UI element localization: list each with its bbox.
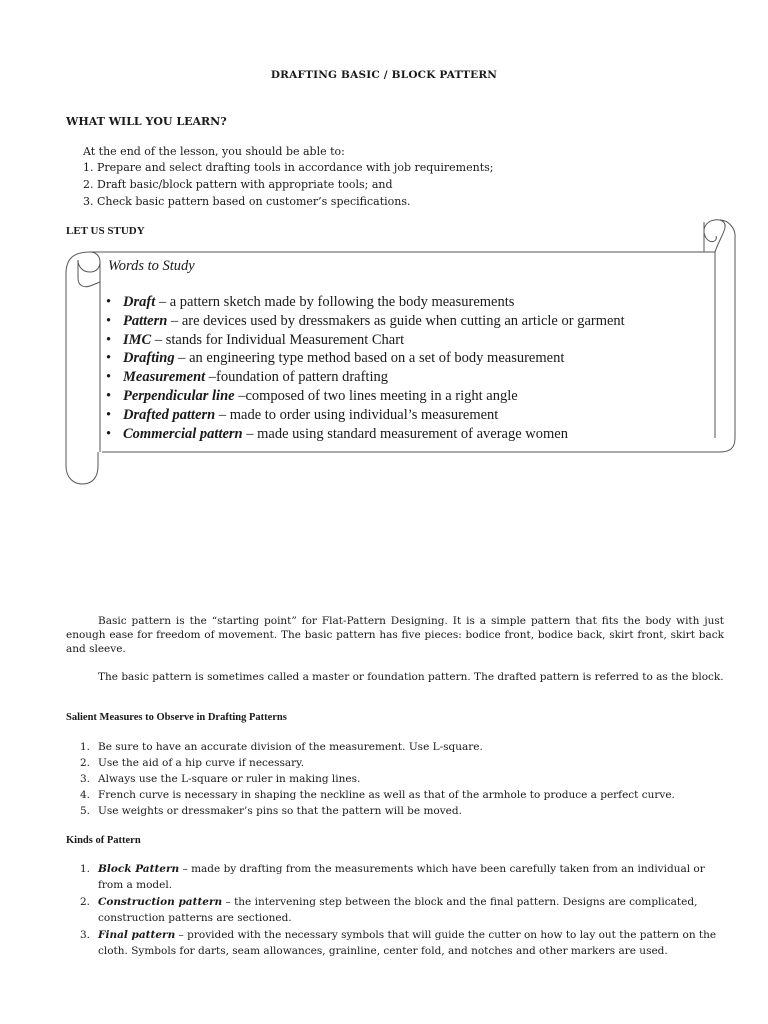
term-item: • Perpendicular line –composed of two lines meeting in a right angle bbox=[106, 387, 518, 404]
list-item: 3. Always use the L-square or ruler in making lines. bbox=[80, 773, 361, 785]
term-definition: an engineering type method based on a set of body measurement bbox=[189, 350, 565, 367]
salient-measures-list bbox=[80, 739, 675, 819]
term-label: Drafting bbox=[123, 350, 175, 367]
paragraph-basic-pattern: Basic pattern is the “starting point” for Flat-Pattern Designing. It is a simple pattern that fits the body with just enough ease for freedom of movement. The basic pattern has five pieces: bodice front, bodice back, skirt front, skirt back and sleeve. bbox=[66, 615, 724, 655]
term-definition: made using standard measurement of average women bbox=[257, 425, 568, 442]
term-label: Measurement bbox=[123, 369, 206, 386]
term-label: Perpendicular line bbox=[123, 387, 235, 404]
section-heading-salient: Salient Measures to Observe in Drafting Patterns bbox=[66, 712, 287, 723]
term-item: • Drafting – an engineering type method based on a set of body measurement bbox=[106, 350, 565, 367]
term-definition: foundation of pattern drafting bbox=[216, 369, 388, 386]
kinds-of-pattern-list bbox=[80, 862, 730, 961]
objective-item: 1. Prepare and select drafting tools in accordance with job requirements; bbox=[83, 161, 494, 174]
term-label: Commercial pattern bbox=[123, 425, 243, 442]
term-item: • Commercial pattern – made using standard measurement of average women bbox=[106, 425, 568, 442]
term-label: Pattern bbox=[123, 312, 168, 329]
list-item: 2. Use the aid of a hip curve if necessary. bbox=[80, 757, 305, 769]
section-heading-study: LET US STUDY bbox=[66, 225, 145, 237]
kind-term: Block Pattern bbox=[98, 863, 180, 875]
list-item: 1. Be sure to have an accurate division of the measurement. Use L-square. bbox=[80, 741, 483, 753]
list-item: 2. Construction pattern – the intervening step between the block and the final pattern. Designs are complicated, construction patterns are sectioned. bbox=[80, 896, 698, 924]
list-item: 1. Block Pattern – made by drafting from the measurements which have been carefully taken from an individual or from a model. bbox=[80, 863, 705, 891]
objective-item: 3. Check basic pattern based on customer’s specifications. bbox=[83, 195, 411, 208]
words-to-study-list bbox=[106, 293, 625, 443]
kind-term: Final pattern bbox=[98, 929, 176, 942]
term-item: • Draft – a pattern sketch made by following the body measurements bbox=[106, 294, 515, 310]
term-definition: made to order using individual’s measurement bbox=[229, 406, 499, 423]
learn-intro-text: At the end of the lesson, you should be able to: bbox=[83, 145, 345, 158]
term-item: • Drafted pattern – made to order using individual’s measurement bbox=[106, 406, 499, 423]
term-item: • Pattern – are devices used by dressmakers as guide when cutting an article or garment bbox=[106, 312, 625, 329]
term-label: Drafted pattern bbox=[123, 406, 216, 423]
term-label: Draft bbox=[123, 294, 156, 310]
document-title: DRAFTING BASIC / BLOCK PATTERN bbox=[270, 69, 498, 81]
term-definition: composed of two lines meeting in a right angle bbox=[245, 387, 518, 404]
list-item: 5. Use weights or dressmaker’s pins so that the pattern will be moved. bbox=[80, 805, 462, 817]
section-heading-kinds: Kinds of Pattern bbox=[66, 835, 141, 846]
term-definition: stands for Individual Measurement Chart bbox=[165, 331, 405, 348]
term-definition: are devices used by dressmakers as guide when cutting an article or garment bbox=[181, 312, 625, 329]
list-item: 4. French curve is necessary in shaping the neckline as well as that of the armhole to produce a perfect curve. bbox=[80, 789, 675, 801]
term-item: • Measurement –foundation of pattern drafting bbox=[106, 369, 388, 386]
list-item: 3. Final pattern – provided with the necessary symbols that will guide the cutter on how to lay out the pattern on the cloth. Symbols for darts, seam allowances, grainline, center fold, and notches and other markers are used. bbox=[80, 929, 717, 957]
paragraph-master-pattern: The basic pattern is sometimes called a master or foundation pattern. The drafted pattern is referred to as the block. bbox=[98, 671, 724, 683]
objective-item: 2. Draft basic/block pattern with appropriate tools; and bbox=[83, 178, 393, 191]
term-item: • IMC – stands for Individual Measurement Chart bbox=[106, 331, 405, 348]
words-to-study-title: Words to Study bbox=[108, 258, 195, 274]
term-definition: a pattern sketch made by following the body measurements bbox=[169, 294, 515, 310]
section-heading-learn: WHAT WILL YOU LEARN? bbox=[66, 115, 227, 128]
term-label: IMC bbox=[123, 331, 152, 348]
kind-term: Construction pattern bbox=[98, 896, 223, 909]
